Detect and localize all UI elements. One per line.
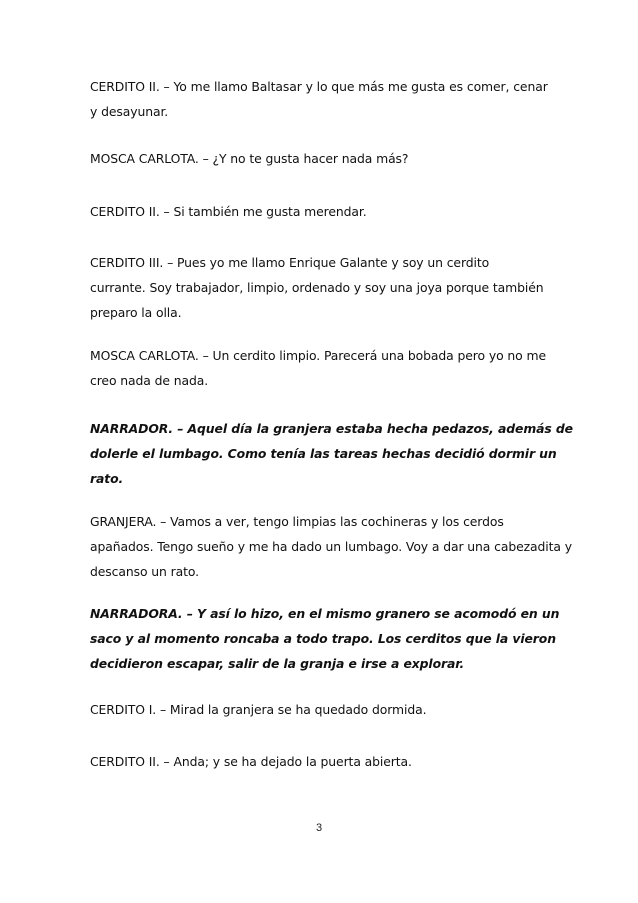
- text-line: rato.: [90, 471, 124, 486]
- narration-narrador: [90, 416, 573, 491]
- text-line: MOSCA CARLOTA. – Un cerdito limpio. Parecerá una bobada pero yo no me: [90, 348, 546, 363]
- text-line: saco y al momento roncaba a todo trapo. Los cerditos que la vieron: [90, 631, 556, 646]
- text-line: NARRADOR. – Aquel día la granjera estaba hecha pedazos, además de: [90, 421, 573, 436]
- text-line: currante. Soy trabajador, limpio, ordenado y soy una joya porque también: [90, 280, 544, 295]
- dialogue-cerdito-iii-intro: [90, 250, 550, 325]
- text-line: CERDITO III. – Pues yo me llamo Enrique Galante y soy un cerdito: [90, 255, 490, 270]
- dialogue-cerdito-ii-door: [90, 749, 550, 774]
- text-line: decidieron escapar, salir de la granja e irse a explorar.: [90, 656, 465, 671]
- text-line: apañados. Tengo sueño y me ha dado un lumbago. Voy a dar una cabezadita y: [90, 539, 572, 554]
- text-line: descanso un rato.: [90, 564, 199, 579]
- dialogue-granjera: [90, 509, 572, 584]
- dialogue-cerdito-ii-intro: [90, 74, 550, 124]
- dialogue-cerdito-ii-merendar: [90, 199, 550, 224]
- page-number: 3: [315, 822, 323, 834]
- text-line: y desayunar.: [90, 104, 169, 119]
- dialogue-cerdito-i: [90, 697, 550, 722]
- narration-narradora: [90, 601, 560, 676]
- text-line: NARRADORA. – Y así lo hizo, en el mismo granero se acomodó en un: [90, 606, 560, 621]
- text-line: preparo la olla.: [90, 305, 182, 320]
- dialogue-mosca-carlota-question: [90, 146, 550, 171]
- text-line: creo nada de nada.: [90, 373, 209, 388]
- text-line: CERDITO I. – Mirad la granjera se ha quedado dormida.: [90, 702, 427, 717]
- text-line: GRANJERA. – Vamos a ver, tengo limpias las cochineras y los cerdos: [90, 514, 504, 529]
- text-line: CERDITO II. – Si también me gusta merendar.: [90, 204, 367, 219]
- text-line: MOSCA CARLOTA. – ¿Y no te gusta hacer nada más?: [90, 151, 409, 166]
- text-line: CERDITO II. – Yo me llamo Baltasar y lo que más me gusta es comer, cenar: [90, 79, 548, 94]
- dialogue-mosca-carlota-doubt: [90, 343, 550, 393]
- text-line: CERDITO II. – Anda; y se ha dejado la puerta abierta.: [90, 754, 412, 769]
- text-line: dolerle el lumbago. Como tenía las tareas hechas decidió dormir un: [90, 446, 557, 461]
